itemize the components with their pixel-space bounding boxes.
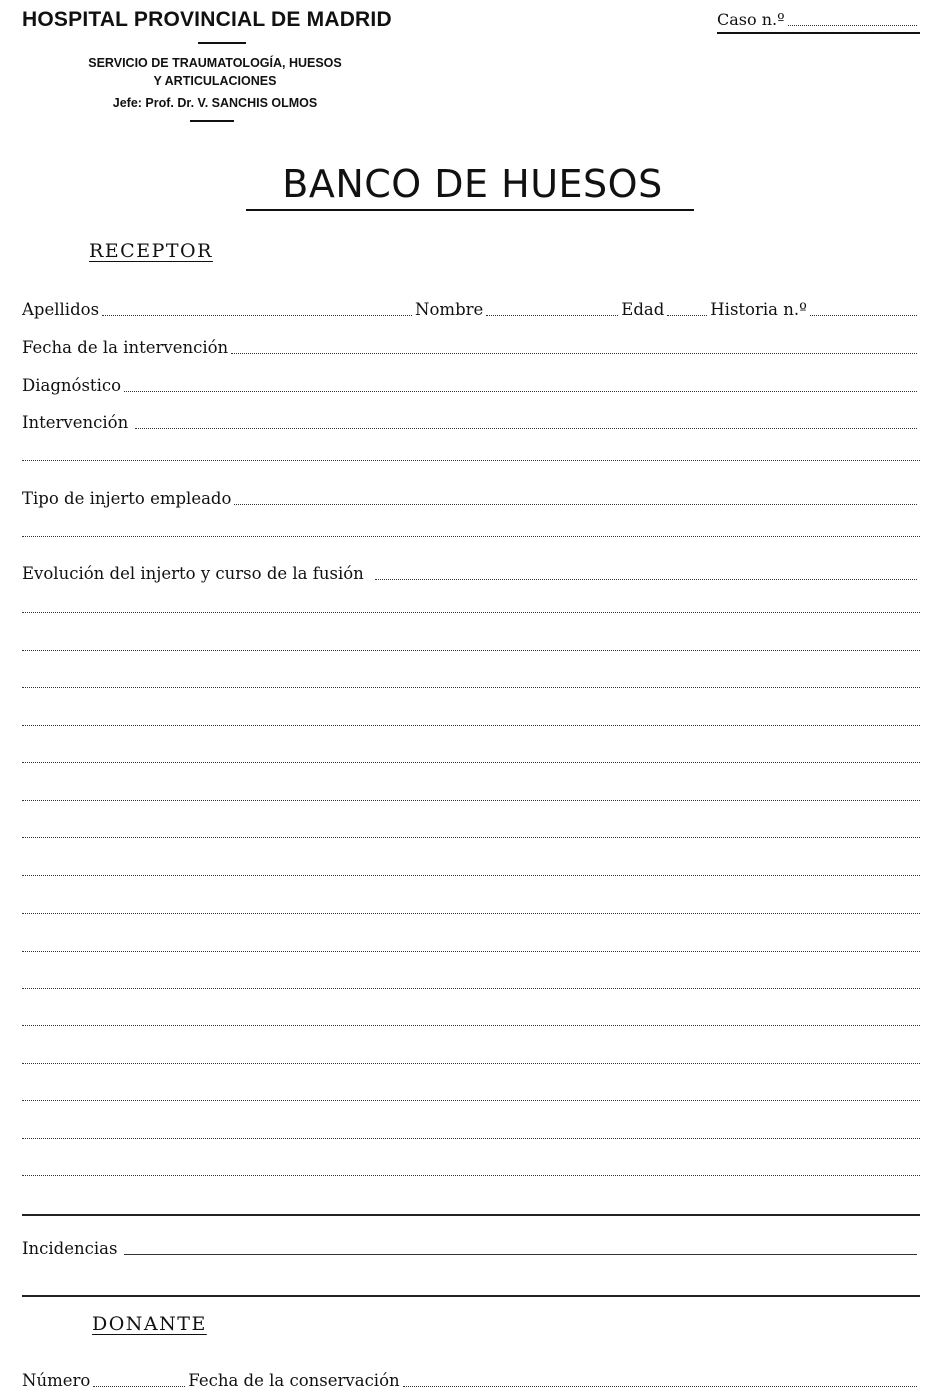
intervencion-continuation-line[interactable] — [22, 460, 920, 461]
hospital-name: HOSPITAL PROVINCIAL DE MADRID — [22, 8, 392, 31]
historia-blank[interactable] — [810, 309, 917, 316]
case-number-underline — [717, 32, 920, 34]
numero-blank[interactable] — [93, 1380, 185, 1387]
case-number-field[interactable] — [717, 10, 920, 34]
row-donante — [22, 1371, 920, 1390]
evolucion-line[interactable] — [22, 725, 920, 726]
evolucion-line[interactable] — [22, 687, 920, 688]
department-head: Jefe: Prof. Dr. V. SANCHIS OLMOS — [112, 96, 318, 110]
form-title: BANCO DE HUESOS — [282, 162, 663, 206]
evolucion-line[interactable] — [22, 913, 920, 914]
incidencias-continuation-line[interactable] — [22, 1295, 920, 1297]
tipo-injerto-blank[interactable] — [234, 498, 917, 505]
fecha-intervencion-blank[interactable] — [231, 347, 917, 354]
evolucion-label: Evolución del injerto y curso de la fusión — [22, 564, 364, 583]
fecha-intervencion-label: Fecha de la intervención — [22, 338, 229, 357]
row-incidencias — [22, 1239, 920, 1258]
row-intervencion — [22, 413, 920, 432]
apellidos-blank[interactable] — [102, 309, 412, 316]
title-underline — [246, 209, 694, 211]
evolucion-line[interactable] — [22, 1138, 920, 1139]
evolucion-line[interactable] — [22, 988, 920, 989]
row-fecha-intervencion — [22, 338, 920, 357]
header-divider — [198, 42, 246, 44]
intervencion-label: Intervención — [22, 413, 129, 432]
receptor-heading: RECEPTOR — [89, 240, 213, 262]
evolucion-blank[interactable] — [375, 573, 917, 580]
evolucion-line[interactable] — [22, 650, 920, 651]
edad-blank[interactable] — [667, 309, 707, 316]
header-divider-2 — [190, 120, 234, 122]
incidencias-blank[interactable] — [124, 1248, 917, 1255]
diagnostico-blank[interactable] — [124, 385, 917, 392]
evolucion-line[interactable] — [22, 1175, 920, 1176]
evolucion-line[interactable] — [22, 951, 920, 952]
tipo-injerto-continuation-line[interactable] — [22, 536, 920, 537]
row-diagnostico — [22, 376, 920, 395]
incidencias-label: Incidencias — [22, 1239, 118, 1258]
case-number-label: Caso n.º — [717, 10, 785, 29]
service-line-1: SERVICIO DE TRAUMATOLOGÍA, HUESOS — [88, 56, 342, 70]
service-name — [40, 54, 390, 90]
nombre-label: Nombre — [415, 300, 484, 319]
row-evolucion — [22, 564, 920, 583]
fecha-conservacion-blank[interactable] — [403, 1380, 917, 1387]
evolucion-line[interactable] — [22, 1063, 920, 1064]
apellidos-label: Apellidos — [22, 300, 100, 319]
evolucion-line[interactable] — [22, 875, 920, 876]
donante-heading: DONANTE — [92, 1313, 207, 1335]
tipo-injerto-label: Tipo de injerto empleado — [22, 489, 232, 508]
fecha-conservacion-label: Fecha de la conservación — [188, 1371, 400, 1390]
evolucion-line[interactable] — [22, 1100, 920, 1101]
evolucion-line[interactable] — [22, 612, 920, 613]
historia-label: Historia n.º — [710, 300, 807, 319]
service-line-2: Y ARTICULACIONES — [153, 74, 277, 88]
case-number-blank[interactable] — [788, 19, 917, 26]
row-tipo-injerto — [22, 489, 920, 508]
evolucion-line[interactable] — [22, 762, 920, 763]
numero-label: Número — [22, 1371, 91, 1390]
nombre-blank[interactable] — [486, 309, 618, 316]
diagnostico-label: Diagnóstico — [22, 376, 122, 395]
evolucion-line[interactable] — [22, 837, 920, 838]
evolucion-line[interactable] — [22, 1025, 920, 1026]
edad-label: Edad — [621, 300, 665, 319]
evolucion-closing-rule — [22, 1214, 920, 1216]
row-patient-identity — [22, 300, 920, 319]
evolucion-line[interactable] — [22, 800, 920, 801]
intervencion-blank[interactable] — [135, 422, 917, 429]
